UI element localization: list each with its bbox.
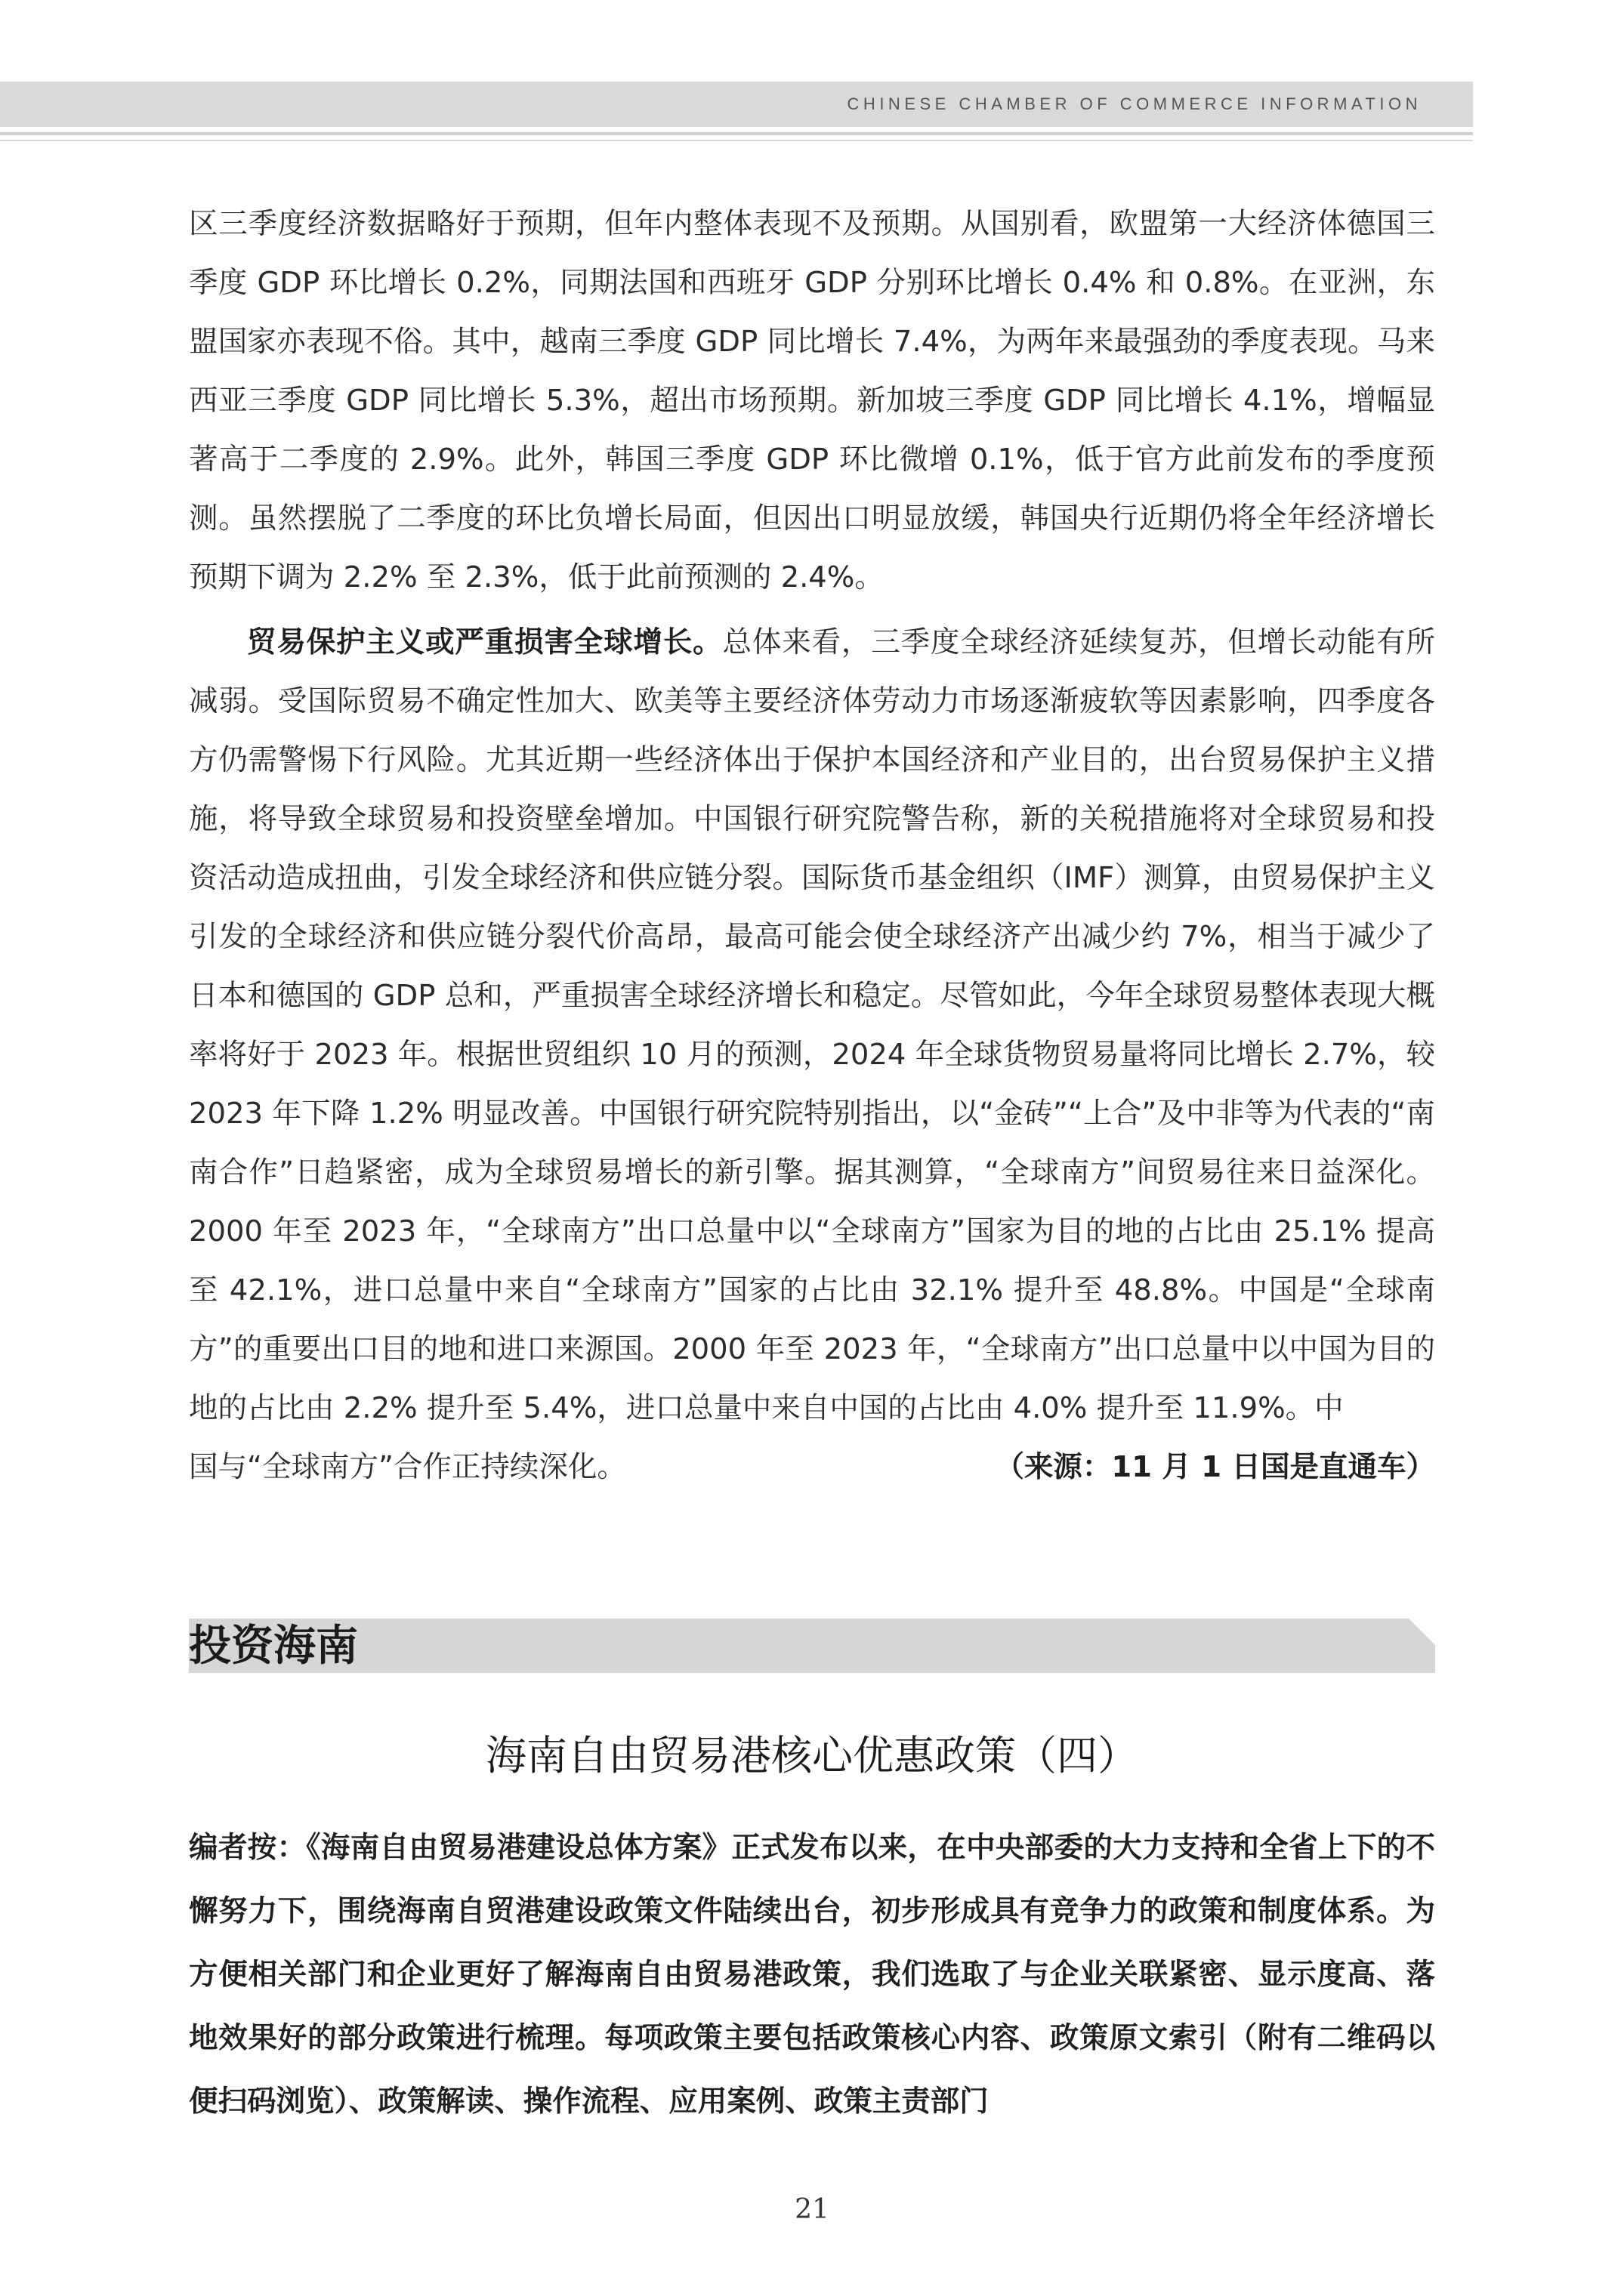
editor-note: 编者按：《海南自由贸易港建设总体方案》正式发布以来，在中央部委的大力支持和全省上下的不懈努力下，围绕海南自贸港建设政策文件陆续出台，初步形成具有竞争力的政策和制度体系。为方便相关部门和企业更好了解海南自由贸易港政策，我们选取了与企业关联紧密、显示度高、落地效果好的部分政策进行梳理。每项政策主要包括政策核心内容、政策原文索引（附有二维码以便扫码浏览）、政策解读、操作流程、应用案例、政策主责部门 [189, 1831, 1435, 2119]
paragraph-trade-protectionism [189, 613, 1435, 1438]
source-citation: （来源：11 月 1 日国是直通车） [995, 1450, 1435, 1484]
paragraph-text: 总体来看，三季度全球经济延续复苏，但增长动能有所减弱。受国际贸易不确定性加大、欧美等主要经济体劳动力市场逐渐疲软等因素影响，四季度各方仍需警惕下行风险。尤其近期一些经济体出于保护本国经济和产业目的，出台贸易保护主义措施，将导致全球贸易和投资壁垒增加。中国银行研究院警告称，新的关税措施将对全球贸易和投资活动造成扭曲，引发全球经济和供应链分裂。国际货币基金组织（IMF）测算，由贸易保护主义引发的全球经济和供应链分裂代价高昂，最高可能会使全球经济产出减少约 7%，相当于减少了日本和德国的 GDP 总和，严重损害全球经济增长和稳定。尽管如此，今年全球贸易整体表现大概率将好于 2023 年。根据世贸组织 10 月的预测，2024 年全球货物贸易量将同比增长 2.7%，较 2023 年下降 1.2% 明显改善。中国银行研究院特别指出，以“金砖”“上合”及中非等为代表的“南南合作”日趋紧密，成为全球贸易增长的新引擎。据其测算，“全球南方”间贸易往来日益深化。2000 年至 2023 年，“全球南方”出口总量中以“全球南方”国家为目的地的占比由 25.1% 提高至 42.1%，进口总量中来自“全球南方”国家的占比由 32.1% 提升至 48.8%。中国是“全球南方”的重要出口目的地和进口来源国。2000 年至 2023 年，“全球南方”出口总量中以中国为目的地的占比由 2.2% 提升至 5.4%，进口总量中来自中国的占比由 4.0% 提升至 11.9%。中 [189, 625, 1435, 1425]
paragraph-lead: 贸易保护主义或严重损害全球增长。 [247, 625, 723, 659]
header-divider [0, 132, 1473, 135]
section-banner [189, 1619, 1435, 1673]
article-body [189, 195, 1435, 1497]
last-line [189, 1438, 1435, 1497]
paragraph-last-line: 国与“全球南方”合作正持续深化。 [189, 1450, 626, 1484]
page-number: 21 [795, 2194, 829, 2225]
header-divider-thin [0, 140, 1473, 141]
paragraph-economy: 区三季度经济数据略好于预期，但年内整体表现不及预期。从国别看，欧盟第一大经济体德国三季度 GDP 环比增长 0.2%，同期法国和西班牙 GDP 分别环比增长 0.4% 和 0.8%。在亚洲，东盟国家亦表现不俗。其中，越南三季度 GDP 同比增长 7.4%，为两年来最强劲的季度表现。马来西亚三季度 GDP 同比增长 5.3%，超出市场预期。新加坡三季度 GDP 同比增长 4.1%，增幅显著高于二季度的 2.9%。此外，韩国三季度 GDP 环比微增 0.1%，低于官方此前发布的季度预测。虽然摆脱了二季度的环比负增长局面，但因出口明显放缓，韩国央行近期仍将全年经济增长预期下调为 2.2% 至 2.3%，低于此前预测的 2.4%。 [189, 207, 1435, 594]
section-banner-shape [189, 1619, 1435, 1673]
section-title: 投资海南 [189, 1621, 358, 1671]
publication-name: CHINESE CHAMBER OF COMMERCE INFORMATION [847, 94, 1422, 113]
article-title: 海南自由贸易港核心优惠政策（四） [486, 1732, 1138, 1779]
